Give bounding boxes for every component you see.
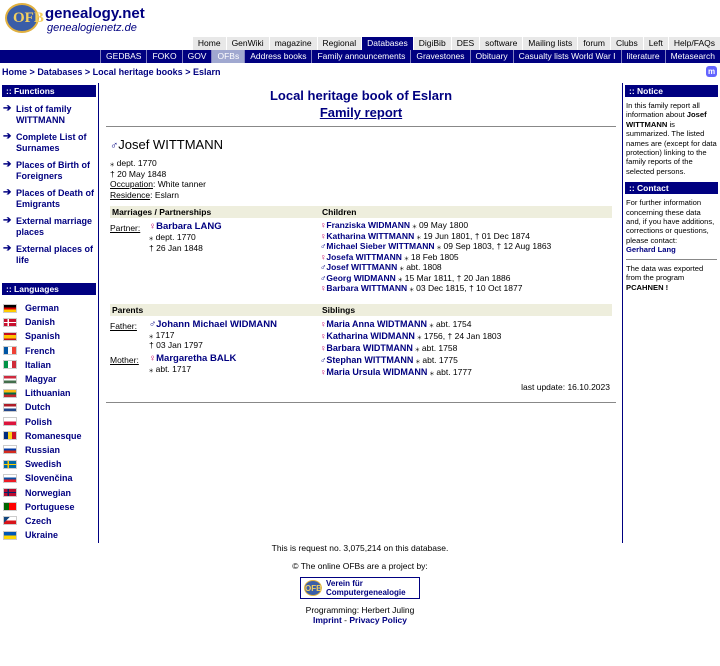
- functions-list: [0, 101, 98, 269]
- language-ua[interactable]: [0, 528, 98, 542]
- flag-es-icon: [3, 332, 17, 341]
- flag-ua-icon: [3, 531, 17, 540]
- arrow-right-icon: ➔: [3, 187, 12, 198]
- child-link[interactable]: Georg WIDMANN: [326, 272, 396, 283]
- request-counter: This is request no. 3,075,214 on this database.: [271, 543, 449, 553]
- partner-label: Partner:: [110, 223, 141, 233]
- nav-software[interactable]: software: [479, 37, 522, 50]
- arrow-right-icon: ➔: [3, 131, 12, 142]
- language-label[interactable]: French: [25, 345, 56, 356]
- flag-fr-icon: [3, 346, 17, 355]
- nav-home[interactable]: Home: [192, 37, 226, 50]
- father-link[interactable]: ♂Johann Michael WIDMANN: [149, 318, 277, 330]
- life-dates: ⁎ abt. 1775: [415, 354, 458, 365]
- breadcrumb-home[interactable]: Home: [2, 67, 28, 77]
- child-link[interactable]: Katharina WITTMANN: [326, 230, 415, 241]
- nav-clubs[interactable]: Clubs: [610, 37, 643, 50]
- nav-genwiki[interactable]: GenWiki: [226, 37, 269, 50]
- language-label[interactable]: Italian: [25, 359, 52, 370]
- female-icon: ♀: [320, 342, 327, 353]
- language-pl[interactable]: [0, 415, 98, 429]
- function-label[interactable]: External marriage places: [16, 216, 93, 237]
- male-icon: ♂: [320, 262, 327, 272]
- female-icon: ♀: [320, 283, 327, 293]
- nav-databases[interactable]: Databases: [361, 37, 413, 50]
- subnav-ofbs[interactable]: OFBs: [211, 50, 244, 63]
- function-label[interactable]: External places of life: [16, 244, 94, 265]
- breadcrumb-separator: >: [29, 67, 35, 77]
- flag-no-icon: [3, 488, 17, 497]
- page-title: Local heritage book of Eslarn: [269, 88, 453, 103]
- language-label[interactable]: Swedish: [25, 459, 62, 470]
- residence-value: : Eslarn: [150, 189, 179, 200]
- language-cz[interactable]: [0, 514, 98, 528]
- child-row: [320, 283, 612, 294]
- language-label[interactable]: Spanish: [25, 331, 61, 342]
- function-item[interactable]: [0, 101, 98, 129]
- language-es[interactable]: [0, 329, 98, 343]
- breadcrumb-separator: >: [84, 67, 91, 77]
- parents-heading: Parents: [110, 304, 320, 316]
- function-item[interactable]: [0, 241, 98, 269]
- language-label[interactable]: Slovenčina: [25, 473, 73, 484]
- subnav-foko[interactable]: FOKO: [146, 50, 181, 63]
- flag-pl-icon: [3, 417, 17, 426]
- language-label[interactable]: Ukraine: [25, 530, 59, 541]
- flag-hu-icon: [3, 375, 17, 384]
- right-sidebar: [622, 83, 720, 543]
- person-occupation: [110, 179, 616, 190]
- flag-ru-icon: [3, 445, 17, 454]
- children-heading: Children: [320, 206, 612, 218]
- language-pt[interactable]: [0, 500, 98, 514]
- person-birth: ⁎ dept. 1770: [110, 158, 157, 168]
- language-sk[interactable]: [0, 471, 98, 485]
- parents-section: [110, 304, 612, 378]
- nav-magazine[interactable]: magazine: [269, 37, 317, 50]
- child-link[interactable]: Franziska WIDMANN: [326, 220, 410, 230]
- life-dates: ⁎ 03 Dec 1815, † 10 Oct 1877: [409, 283, 523, 293]
- female-icon: ♀: [149, 221, 157, 232]
- language-label[interactable]: Romanesque: [25, 430, 82, 441]
- female-icon: ♀: [320, 251, 327, 262]
- language-no[interactable]: [0, 485, 98, 499]
- male-icon: ♂: [320, 354, 327, 365]
- subnav-literature[interactable]: literature: [621, 50, 665, 63]
- child-link[interactable]: Barbara WITTMANN: [326, 283, 408, 293]
- flag-cz-icon: [3, 516, 17, 525]
- logo-subtitle: genealogienetz.de: [47, 22, 137, 34]
- life-dates: ⁎ abt. 1808: [399, 262, 442, 272]
- flag-de-icon: [3, 304, 17, 313]
- sub-navigation: [0, 50, 720, 63]
- person-death: † 20 May 1848: [110, 168, 167, 179]
- breadcrumb-local-heritage-books[interactable]: Local heritage books: [92, 67, 183, 77]
- language-dk[interactable]: [0, 315, 98, 329]
- nav-digibib[interactable]: DigiBib: [413, 37, 451, 50]
- breadcrumb-separator: >: [185, 67, 191, 77]
- person-name: [110, 137, 616, 152]
- privacy-link[interactable]: Privacy Policy: [349, 615, 408, 625]
- vfc-logo-link[interactable]: OFB Verein für Computergenealogie: [300, 577, 420, 599]
- subnav-gov[interactable]: GOV: [182, 50, 212, 63]
- language-label[interactable]: German: [25, 303, 60, 314]
- language-label[interactable]: Norwegian: [25, 487, 72, 498]
- life-dates: ⁎ 15 Mar 1811, † 20 Jan 1886: [398, 272, 511, 283]
- sibling-link[interactable]: Barbara WIDTMANN: [326, 342, 413, 353]
- page-subtitle[interactable]: Family report: [319, 105, 403, 120]
- function-item[interactable]: [0, 213, 98, 241]
- nav-left[interactable]: Left: [643, 37, 668, 50]
- contact-text: For further information concerning these data and, if you have additions, corrections or questions, please contact: Gerhard Lang: [626, 198, 715, 255]
- child-row: [320, 252, 612, 263]
- sibling-row: [320, 318, 612, 330]
- sibling-link[interactable]: Maria Anna WIDTMANN: [326, 318, 428, 329]
- person-name-text: Josef WITTMANN: [118, 137, 223, 152]
- language-label[interactable]: Lithuanian: [25, 388, 71, 399]
- subnav-obituary[interactable]: Obituary: [470, 50, 513, 63]
- flag-sk-icon: [3, 474, 17, 483]
- nav-regional[interactable]: Regional: [317, 37, 362, 50]
- language-label[interactable]: Magyar: [25, 374, 57, 385]
- project-credit: © The online OFBs are a project by:: [292, 561, 428, 571]
- mother-birth: ⁎ abt. 1717: [149, 363, 192, 374]
- language-label[interactable]: Danish: [25, 317, 56, 328]
- functions-heading: :: Functions: [2, 85, 96, 97]
- father-death: † 03 Jan 1797: [149, 340, 203, 350]
- life-dates: ⁎ abt. 1754: [429, 318, 472, 329]
- occupation-value: : White tanner: [153, 179, 206, 189]
- language-label[interactable]: Dutch: [25, 402, 51, 413]
- child-row: [320, 273, 612, 284]
- contact-link[interactable]: Gerhard Lang: [626, 245, 676, 255]
- occupation-label: Occupation: [110, 179, 153, 189]
- language-ru[interactable]: [0, 443, 98, 457]
- life-dates: ⁎ abt. 1777: [429, 366, 472, 377]
- arrow-right-icon: ➔: [3, 215, 12, 226]
- export-text: The data was exported from the program PCAHNEN !: [626, 263, 704, 292]
- sibling-row: [320, 342, 612, 354]
- contact-heading: :: Contact: [625, 182, 718, 194]
- sibling-row: [320, 366, 612, 378]
- subnav-address-books[interactable]: Address books: [244, 50, 311, 63]
- breadcrumb: [2, 67, 220, 77]
- flag-se-icon: [3, 460, 17, 469]
- partner-death: † 26 Jan 1848: [149, 242, 203, 253]
- male-icon: ♂: [110, 140, 119, 152]
- language-label[interactable]: Portuguese: [25, 501, 75, 512]
- child-row: [320, 231, 612, 242]
- subnav-gedbas[interactable]: GEDBAS: [100, 50, 146, 63]
- male-icon: ♂: [320, 272, 327, 283]
- life-dates: ⁎ 09 May 1800: [412, 220, 469, 230]
- imprint-link[interactable]: Imprint: [312, 615, 342, 625]
- nav-forum[interactable]: forum: [577, 37, 610, 50]
- marriages-heading: Marriages / Partnerships: [110, 206, 320, 218]
- mother-link[interactable]: ♀Margaretha BALK: [149, 352, 237, 364]
- language-hu[interactable]: [0, 372, 98, 386]
- children-list: [320, 220, 612, 294]
- ofb-logo-icon: OFB: [5, 3, 39, 33]
- mother-label: Mother:: [110, 354, 139, 365]
- marriages-section: [110, 206, 612, 294]
- female-icon: ♀: [320, 330, 327, 341]
- sibling-link[interactable]: Katharina WIDMANN: [326, 330, 415, 341]
- notice-text: In this family report all information about Josef WITTMANN is summarized. The listed names are (except for data protection) linking to the family reports of the selected persons.: [626, 101, 717, 176]
- child-link[interactable]: Michael Sieber WITTMANN: [326, 241, 435, 251]
- mastodon-icon[interactable]: m: [707, 67, 716, 76]
- subnav-metasearch[interactable]: Metasearch: [665, 50, 720, 63]
- programming-credit: Programming: Herbert Juling: [305, 605, 415, 615]
- nav-help-faqs[interactable]: Help/FAQs: [668, 37, 720, 50]
- flag-lt-icon: [3, 389, 17, 398]
- nav-mailing-lists[interactable]: Mailing lists: [522, 37, 577, 50]
- flag-ro-icon: [3, 431, 17, 440]
- left-sidebar: [0, 83, 99, 543]
- main-content: [106, 83, 616, 409]
- life-dates: ⁎ 09 Sep 1803, † 12 Aug 1863: [436, 241, 552, 251]
- language-label[interactable]: Russian: [25, 444, 61, 455]
- child-row: [320, 241, 612, 252]
- female-icon: ♀: [320, 230, 327, 241]
- subnav-gravestones[interactable]: Gravestones: [410, 50, 469, 63]
- divider: [106, 402, 616, 403]
- main-navigation: [192, 37, 720, 50]
- child-row: [320, 220, 612, 231]
- life-dates: ⁎ abt. 1758: [415, 342, 458, 353]
- child-link[interactable]: Josefa WITTMANN: [326, 251, 402, 262]
- sibling-link[interactable]: Stephan WITTMANN: [326, 354, 414, 365]
- female-icon: ♀: [320, 366, 327, 377]
- divider: [106, 126, 616, 127]
- life-dates: ⁎ 18 Feb 1805: [404, 251, 459, 262]
- partner-link[interactable]: ♀Barbara LANG: [149, 221, 222, 232]
- child-link[interactable]: Josef WITTMANN: [326, 262, 398, 272]
- vfc-logo-icon: OFB: [304, 580, 322, 596]
- siblings-heading: Siblings: [320, 304, 612, 316]
- function-item[interactable]: [0, 129, 98, 157]
- life-dates: ⁎ 19 Jun 1801, † 01 Dec 1874: [416, 230, 531, 241]
- breadcrumb-eslarn[interactable]: Eslarn: [192, 67, 221, 77]
- breadcrumb-databases[interactable]: Databases: [37, 67, 83, 77]
- language-label[interactable]: Polish: [25, 416, 53, 427]
- child-row: [320, 262, 612, 273]
- flag-dk-icon: [3, 318, 17, 327]
- flag-pt-icon: [3, 502, 17, 511]
- female-icon: ♀: [320, 318, 327, 329]
- flag-it-icon: [3, 360, 17, 369]
- sibling-link[interactable]: Maria Ursula WIDMANN: [326, 366, 428, 377]
- flag-nl-icon: [3, 403, 17, 412]
- female-icon: ♀: [149, 352, 157, 364]
- sibling-row: [320, 354, 612, 366]
- footer-links: Imprint - Privacy Policy: [312, 615, 408, 625]
- female-icon: ♀: [320, 220, 327, 230]
- language-ro[interactable]: [0, 429, 98, 443]
- language-de[interactable]: [0, 301, 98, 315]
- function-label[interactable]: Places of Death of Emigrants: [16, 188, 95, 209]
- person-residence: [110, 190, 616, 201]
- languages-list: [0, 301, 98, 542]
- father-block: [110, 319, 320, 351]
- residence-label: Residence: [110, 189, 151, 200]
- notice-heading: :: Notice: [625, 85, 718, 97]
- logo-title: genealogy.net: [45, 5, 145, 22]
- life-dates: ⁎ 1756, † 24 Jan 1803: [417, 330, 502, 341]
- languages-heading: :: Languages: [2, 283, 96, 295]
- language-fr[interactable]: [0, 344, 98, 358]
- arrow-right-icon: ➔: [3, 103, 12, 114]
- last-update: last update: 16.10.2023: [521, 381, 610, 392]
- language-nl[interactable]: [0, 400, 98, 414]
- partner-birth: ⁎ dept. 1770: [149, 232, 196, 242]
- function-item[interactable]: [0, 157, 98, 185]
- subnav-family-announcements[interactable]: Family announcements: [311, 50, 410, 63]
- function-label[interactable]: Places of Birth of Foreigners: [16, 160, 91, 181]
- arrow-right-icon: ➔: [3, 243, 12, 254]
- language-it[interactable]: [0, 358, 98, 372]
- nav-des[interactable]: DES: [451, 37, 479, 50]
- function-label[interactable]: Complete List of Surnames: [16, 132, 87, 153]
- function-label[interactable]: List of family WITTMANN: [16, 104, 72, 125]
- subnav-casualty-lists-world-war-i[interactable]: Casualty lists World War I: [513, 50, 621, 63]
- language-se[interactable]: [0, 457, 98, 471]
- partner-block: [110, 221, 320, 253]
- male-icon: ♂: [149, 318, 157, 330]
- footer: [0, 543, 720, 625]
- language-label[interactable]: Czech: [25, 515, 52, 526]
- male-icon: ♂: [320, 241, 327, 251]
- language-lt[interactable]: [0, 386, 98, 400]
- mother-block: [110, 353, 320, 375]
- father-label: Father:: [110, 320, 137, 331]
- sibling-row: [320, 330, 612, 342]
- siblings-list: [320, 318, 612, 378]
- function-item[interactable]: [0, 185, 98, 213]
- father-birth: ⁎ 1717: [149, 329, 175, 340]
- arrow-right-icon: ➔: [3, 159, 12, 170]
